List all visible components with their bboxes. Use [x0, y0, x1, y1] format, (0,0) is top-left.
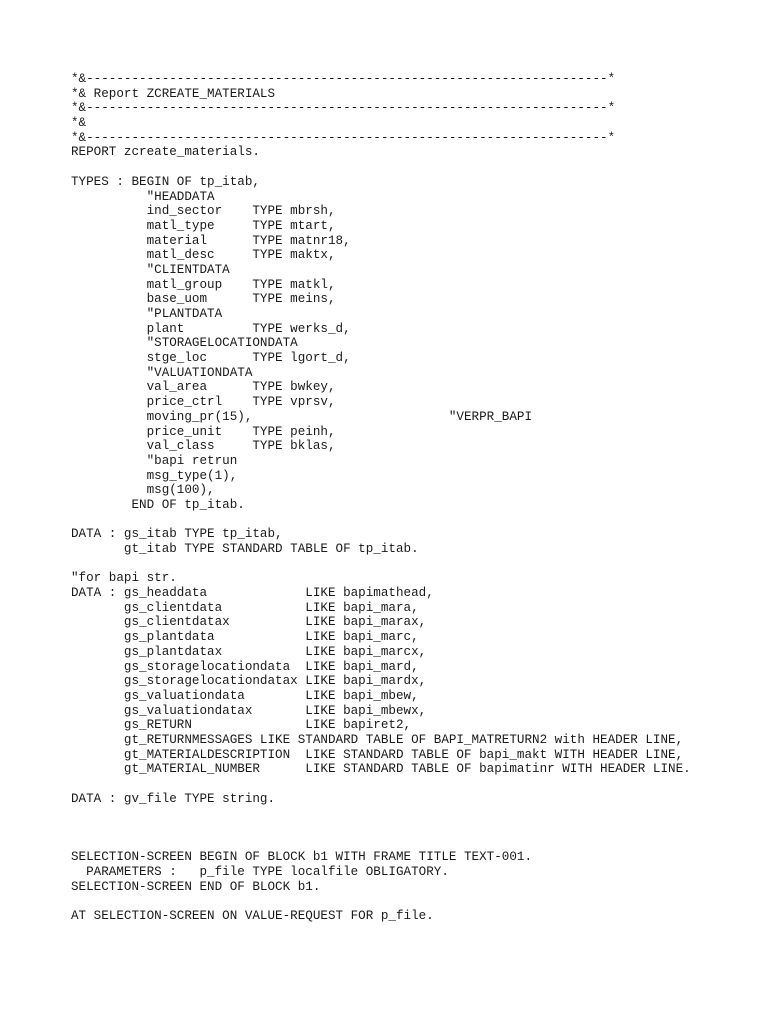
code-line: *&---------------------------------------------------------------------* — [71, 101, 616, 116]
code-line: gs_clientdatax LIKE bapi_marax, — [71, 615, 427, 630]
code-line — [71, 557, 691, 572]
code-line: REPORT zcreate_materials. — [71, 145, 260, 160]
code-line: gt_itab TYPE STANDARD TABLE OF tp_itab. — [71, 542, 419, 556]
code-line: matl_type TYPE mtart, — [71, 218, 336, 233]
code-line: "PLANTDATA — [71, 307, 223, 321]
code-line: gs_plantdata LIKE bapi_marc, — [71, 630, 419, 645]
code-line: matl_desc TYPE maktx, — [71, 248, 336, 263]
code-line: "bapi retrun — [71, 453, 238, 468]
code-line: base_uom TYPE meins, — [71, 292, 336, 307]
code-line: DATA : gs_headdata LIKE bapimathead, — [71, 586, 434, 601]
code-line: DATA : gv_file TYPE string. — [71, 791, 276, 806]
code-line: END OF tp_itab. — [71, 497, 245, 512]
code-line — [71, 821, 691, 836]
code-line — [71, 895, 691, 910]
code-line: gs_RETURN LIKE bapiret2, — [71, 718, 412, 733]
code-line: TYPES : BEGIN OF tp_itab, — [71, 174, 260, 189]
code-line: "STORAGELOCATIONDATA — [71, 336, 298, 351]
code-line: stge_loc TYPE lgort_d, — [71, 351, 351, 366]
code-line — [71, 160, 691, 175]
code-line: plant TYPE werks_d, — [71, 321, 351, 336]
code-line: *& Report ZCREATE_MATERIALS — [71, 86, 276, 101]
code-line: DATA : gs_itab TYPE tp_itab, — [71, 527, 283, 542]
code-line: PARAMETERS : p_file TYPE localfile OBLIGATORY. — [71, 865, 449, 880]
code-line: gs_valuationdatax LIKE bapi_mbewx, — [71, 703, 427, 718]
code-line: msg(100), — [71, 483, 215, 498]
code-line: gs_storagelocationdatax LIKE bapi_mardx, — [71, 674, 427, 689]
code-line: "HEADDATA — [71, 189, 215, 204]
code-line: gs_plantdatax LIKE bapi_marcx, — [71, 644, 427, 659]
code-line: moving_pr(15), "VERPR_BAPI — [71, 409, 533, 424]
code-line: gs_valuationdata LIKE bapi_mbew, — [71, 688, 419, 703]
code-line: val_area TYPE bwkey, — [71, 380, 336, 395]
code-line: "for bapi str. — [71, 571, 177, 586]
code-line: *&---------------------------------------------------------------------* — [71, 130, 616, 145]
code-line: matl_group TYPE matkl, — [71, 277, 336, 292]
code-line: gt_MATERIAL_NUMBER LIKE STANDARD TABLE OF bapimatinr WITH HEADER LINE. — [71, 762, 691, 777]
code-line: ind_sector TYPE mbrsh, — [71, 204, 336, 219]
code-line: price_unit TYPE peinh, — [71, 424, 336, 439]
code-line: gs_clientdata LIKE bapi_mara, — [71, 600, 419, 615]
code-line: msg_type(1), — [71, 468, 238, 483]
code-line: gt_RETURNMESSAGES LIKE STANDARD TABLE OF BAPI_MATRETURN2 with HEADER LINE, — [71, 732, 684, 747]
code-line: AT SELECTION-SCREEN ON VALUE-REQUEST FOR p_file. — [71, 909, 434, 924]
code-line: gt_MATERIALDESCRIPTION LIKE STANDARD TABLE OF bapi_makt WITH HEADER LINE, — [71, 747, 684, 762]
code-line: material TYPE matnr18, — [71, 233, 351, 248]
code-line — [71, 836, 691, 851]
code-line: gs_storagelocationdata LIKE bapi_mard, — [71, 659, 419, 674]
code-line: "CLIENTDATA — [71, 262, 230, 277]
code-line: SELECTION-SCREEN BEGIN OF BLOCK b1 WITH FRAME TITLE TEXT-001. — [71, 850, 533, 865]
code-line: price_ctrl TYPE vprsv, — [71, 395, 336, 410]
code-line: "VALUATIONDATA — [71, 365, 253, 380]
code-listing — [71, 72, 691, 924]
code-line — [71, 513, 691, 528]
code-line — [71, 777, 691, 792]
code-line: *&---------------------------------------------------------------------* — [71, 72, 616, 86]
code-line: val_class TYPE bklas, — [71, 439, 336, 454]
code-line: *& — [71, 116, 87, 131]
code-line: SELECTION-SCREEN END OF BLOCK b1. — [71, 879, 321, 894]
code-line — [71, 806, 691, 821]
